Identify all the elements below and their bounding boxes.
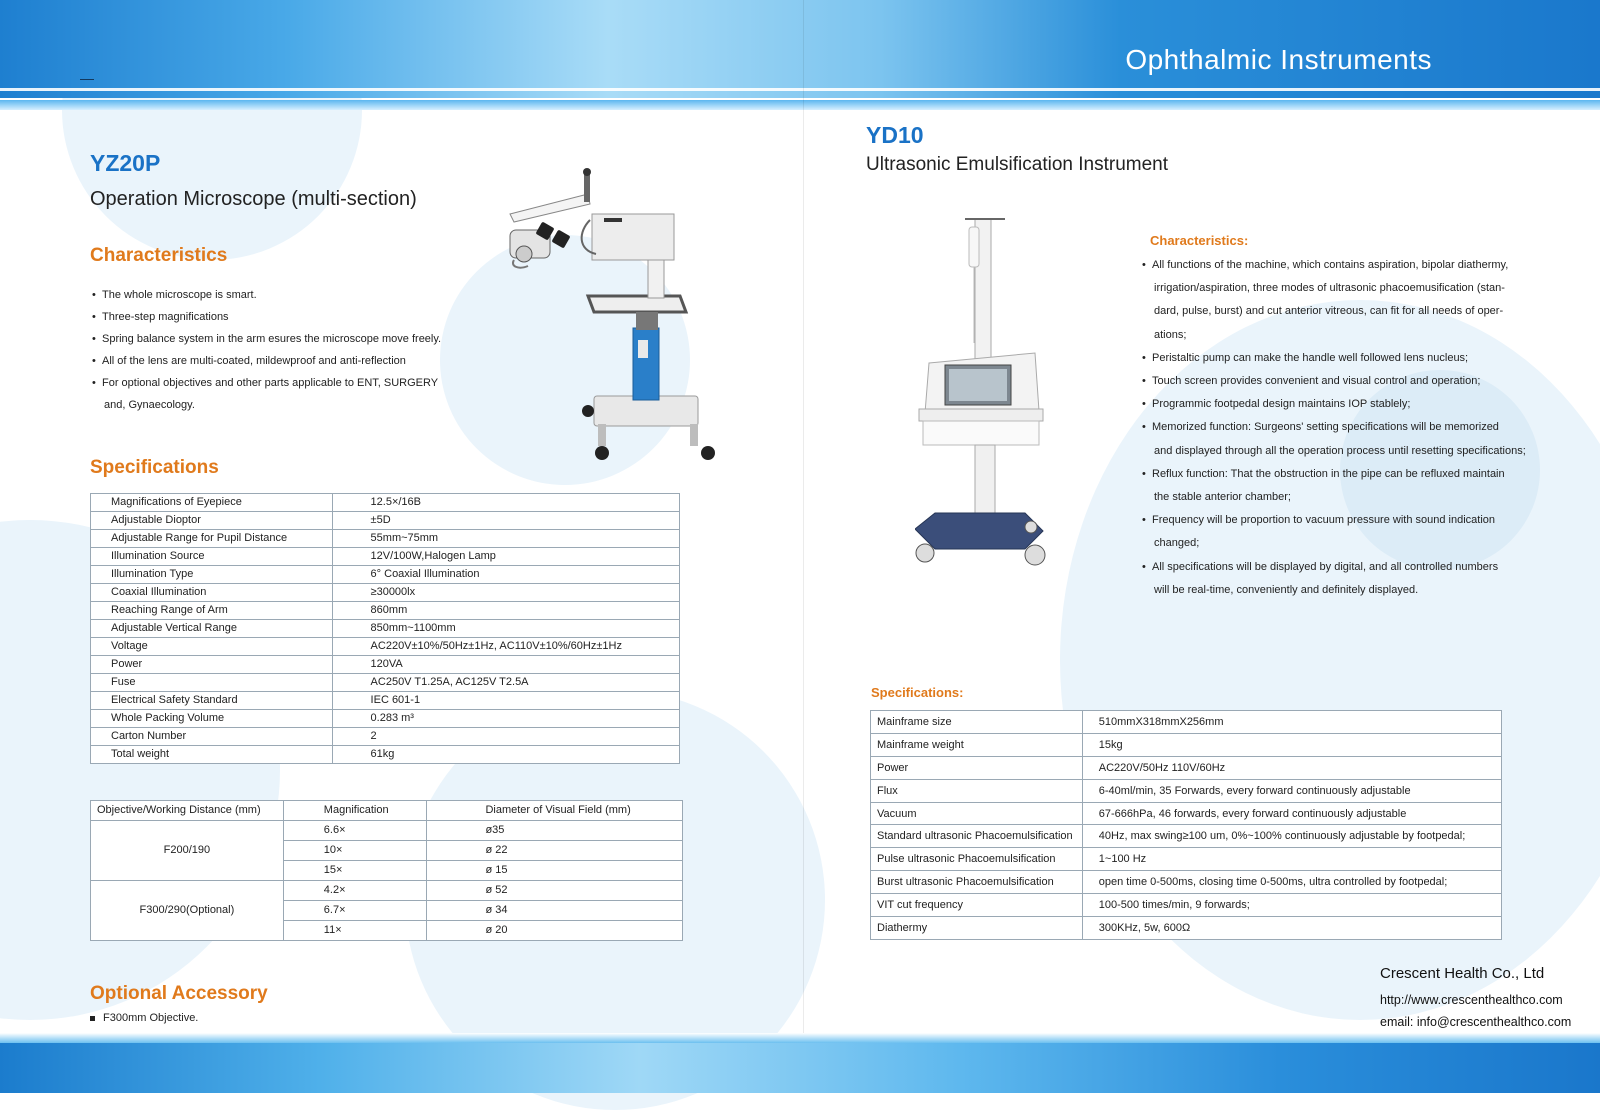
spec-label: Electrical Safety Standard <box>91 692 333 710</box>
characteristic-item <box>90 328 490 350</box>
optional-accessory-text: F300mm Objective. <box>103 1012 199 1024</box>
objective-cell: F300/290(Optional) <box>91 881 284 941</box>
objective-table <box>90 800 683 941</box>
spec-row <box>91 566 680 584</box>
characteristic-item <box>90 372 490 416</box>
visual-field-cell: ø35 <box>427 821 683 841</box>
characteristic-text: For optional objectives and other parts applicable to ENT, SURGERY <box>102 377 439 389</box>
spec-label: Total weight <box>91 746 333 764</box>
spec-value: 12V/100W,Halogen Lamp <box>332 548 679 566</box>
spec-row <box>871 871 1502 894</box>
characteristic-item <box>1140 370 1560 393</box>
spec-row <box>91 584 680 602</box>
spec-row <box>871 711 1502 734</box>
characteristic-text: dard, pulse, burst) and cut anterior vitreous, can fit for all needs of oper- <box>1154 305 1504 318</box>
visual-field-cell: ø 52 <box>427 881 683 901</box>
characteristic-text: the stable anterior chamber; <box>1154 491 1291 504</box>
characteristic-item <box>1140 416 1560 462</box>
spec-value: 12.5×/16B <box>332 494 679 512</box>
magnification-cell: 6.7× <box>283 901 427 921</box>
spec-label: Coaxial Illumination <box>91 584 333 602</box>
spec-label: Illumination Type <box>91 566 333 584</box>
spec-value: 0.283 m³ <box>332 710 679 728</box>
right-characteristics-list <box>1140 254 1560 602</box>
spec-label: Magnifications of Eyepiece <box>91 494 333 512</box>
right-subtitle: Ultrasonic Emulsification Instrument <box>866 154 1168 175</box>
spec-value: 55mm~75mm <box>332 530 679 548</box>
spec-row <box>871 917 1502 940</box>
ultrasonic-emulsification-instrument-image <box>915 213 1065 583</box>
left-characteristics-list <box>90 284 490 416</box>
right-model: YD10 <box>866 122 924 148</box>
spec-row <box>91 692 680 710</box>
spec-row <box>91 638 680 656</box>
characteristic-text: ations; <box>1154 328 1187 341</box>
characteristic-item <box>1140 556 1560 602</box>
spec-label: Adjustable Range for Pupil Distance <box>91 530 333 548</box>
characteristic-text: • Touch screen provides convenient and visual control and operation; <box>1152 375 1481 388</box>
spec-value: 120VA <box>332 656 679 674</box>
spec-label: Flux <box>871 779 1083 802</box>
footer-band <box>0 1043 1600 1093</box>
spec-label: Adjustable Vertical Range <box>91 620 333 638</box>
spec-value: ±5D <box>332 512 679 530</box>
spec-value: 6-40ml/min, 35 Forwards, every forward continuously adjustable <box>1082 779 1501 802</box>
objective-cell: F200/190 <box>91 821 284 881</box>
right-characteristics-heading: Characteristics: <box>1150 233 1249 248</box>
characteristic-item <box>1140 254 1560 347</box>
header-divider <box>0 88 1600 91</box>
spec-label: Standard ultrasonic Phacoemulsification <box>871 825 1083 848</box>
characteristic-text: The whole microscope is smart. <box>102 289 257 301</box>
spec-row <box>871 894 1502 917</box>
visual-field-cell: ø 22 <box>427 841 683 861</box>
characteristic-text: changed; <box>1154 537 1200 550</box>
square-bullet-icon <box>90 1016 95 1021</box>
characteristic-text: • Peristaltic pump can make the handle well followed lens nucleus; <box>1152 351 1469 364</box>
characteristic-text: • Programmic footpedal design maintains IOP stablely; <box>1152 398 1411 411</box>
characteristic-text: will be real-time, conveniently and definitely displayed. <box>1154 583 1419 596</box>
characteristic-text: Spring balance system in the arm esures the microscope move freely. <box>102 333 442 345</box>
spec-value: 860mm <box>332 602 679 620</box>
company-email[interactable]: email: info@crescenthealthco.com <box>1380 1015 1572 1029</box>
left-specifications-table <box>90 493 680 764</box>
characteristic-item <box>1140 347 1560 370</box>
characteristic-item <box>90 350 490 372</box>
characteristic-text: • Reflux function: That the obstruction in the pipe can be refluxed maintain <box>1152 467 1505 480</box>
characteristic-text: and displayed through all the operation process until resetting specifications; <box>1154 444 1526 457</box>
spec-value: 15kg <box>1082 733 1501 756</box>
magnification-cell: 15× <box>283 861 427 881</box>
spec-label: Carton Number <box>91 728 333 746</box>
magnification-cell: 10× <box>283 841 427 861</box>
spec-label: Burst ultrasonic Phacoemulsification <box>871 871 1083 894</box>
characteristic-item <box>90 284 490 306</box>
company-url[interactable]: http://www.crescenthealthco.com <box>1380 993 1563 1007</box>
spec-label: Voltage <box>91 638 333 656</box>
spec-value: ≥30000lx <box>332 584 679 602</box>
spec-label: Power <box>91 656 333 674</box>
characteristic-text: irrigation/aspiration, three modes of ultrasonic phacoemusification (stan- <box>1154 282 1505 295</box>
spec-label: Fuse <box>91 674 333 692</box>
spec-value: AC220V±10%/50Hz±1Hz, AC110V±10%/60Hz±1Hz <box>332 638 679 656</box>
spec-row <box>91 746 680 764</box>
company-name: Crescent Health Co., Ltd <box>1380 965 1545 982</box>
spec-value: 300KHz, 5w, 600Ω <box>1082 917 1501 940</box>
spec-row <box>91 494 680 512</box>
characteristic-text: • Memorized function: Surgeons' setting specifications will be memorized <box>1152 421 1499 434</box>
spec-row <box>91 602 680 620</box>
spec-row <box>871 802 1502 825</box>
magnification-cell: 4.2× <box>283 881 427 901</box>
spec-label: VIT cut frequency <box>871 894 1083 917</box>
spec-value: open time 0-500ms, closing time 0-500ms, ultra controlled by footpedal; <box>1082 871 1501 894</box>
left-model: YZ20P <box>90 150 161 176</box>
spec-label: Power <box>871 756 1083 779</box>
spec-row <box>91 530 680 548</box>
left-subtitle: Operation Microscope (multi-section) <box>90 188 417 210</box>
visual-field-cell: ø 15 <box>427 861 683 881</box>
spec-row <box>91 620 680 638</box>
characteristic-item <box>1140 463 1560 509</box>
magnification-cell: 11× <box>283 921 427 941</box>
visual-field-header: Diameter of Visual Field (mm) <box>427 801 683 821</box>
characteristic-text: • All functions of the machine, which contains aspiration, bipolar diathermy, <box>1152 259 1509 271</box>
spec-row <box>871 779 1502 802</box>
operation-microscope-image <box>500 168 730 468</box>
spec-row <box>91 674 680 692</box>
characteristic-text: All of the lens are multi-coated, mildewproof and anti-reflection <box>102 355 406 367</box>
spec-row <box>91 512 680 530</box>
spec-label: Vacuum <box>871 802 1083 825</box>
left-characteristics-heading: Characteristics <box>90 245 228 266</box>
spec-value: 850mm~1100mm <box>332 620 679 638</box>
spec-row <box>871 756 1502 779</box>
visual-field-cell: ø 34 <box>427 901 683 921</box>
spec-row <box>91 656 680 674</box>
header-dash <box>80 79 94 80</box>
characteristic-item <box>1140 509 1560 555</box>
left-specifications-heading: Specifications <box>90 457 219 478</box>
optional-accessory-item <box>90 1012 198 1024</box>
right-specifications-table <box>870 710 1502 940</box>
spec-row <box>871 825 1502 848</box>
objective-header: Objective/Working Distance (mm) <box>91 801 284 821</box>
characteristic-text-continued: and, Gynaecology. <box>104 399 195 411</box>
spec-value: 510mmX318mmX256mm <box>1082 711 1501 734</box>
optional-accessory-heading: Optional Accessory <box>90 983 268 1004</box>
characteristic-text: • Frequency will be proportion to vacuum pressure with sound indication <box>1152 514 1496 527</box>
visual-field-cell: ø 20 <box>427 921 683 941</box>
spec-label: Mainframe size <box>871 711 1083 734</box>
header-title: Ophthalmic Instruments <box>1125 44 1432 75</box>
spec-label: Mainframe weight <box>871 733 1083 756</box>
spec-row <box>871 733 1502 756</box>
spec-row <box>91 548 680 566</box>
spec-value: 67-666hPa, 46 forwards, every forward continuously adjustable <box>1082 802 1501 825</box>
spec-value: IEC 601-1 <box>332 692 679 710</box>
characteristic-text: Three-step magnifications <box>102 311 229 323</box>
characteristic-item <box>90 306 490 328</box>
spec-value: AC250V T1.25A, AC125V T2.5A <box>332 674 679 692</box>
characteristic-item <box>1140 393 1560 416</box>
spec-label: Whole Packing Volume <box>91 710 333 728</box>
spec-label: Illumination Source <box>91 548 333 566</box>
spec-value: 2 <box>332 728 679 746</box>
spec-label: Reaching Range of Arm <box>91 602 333 620</box>
page-fold <box>803 0 804 1093</box>
spec-label: Pulse ultrasonic Phacoemulsification <box>871 848 1083 871</box>
characteristic-text: • All specifications will be displayed by digital, and all controlled numbers <box>1152 560 1499 573</box>
spec-value: 6° Coaxial Illumination <box>332 566 679 584</box>
spec-value: 100-500 times/min, 9 forwards; <box>1082 894 1501 917</box>
right-specifications-heading: Specifications: <box>871 685 964 700</box>
spec-row <box>91 710 680 728</box>
spec-value: 1~100 Hz <box>1082 848 1501 871</box>
spec-value: AC220V/50Hz 110V/60Hz <box>1082 756 1501 779</box>
spec-row <box>91 728 680 746</box>
spec-row <box>871 848 1502 871</box>
spec-value: 40Hz, max swing≥100 um, 0%~100% continuously adjustable by footpedal; <box>1082 825 1501 848</box>
spec-label: Adjustable Dioptor <box>91 512 333 530</box>
magnification-header: Magnification <box>283 801 427 821</box>
spec-value: 61kg <box>332 746 679 764</box>
magnification-cell: 6.6× <box>283 821 427 841</box>
spec-label: Diathermy <box>871 917 1083 940</box>
